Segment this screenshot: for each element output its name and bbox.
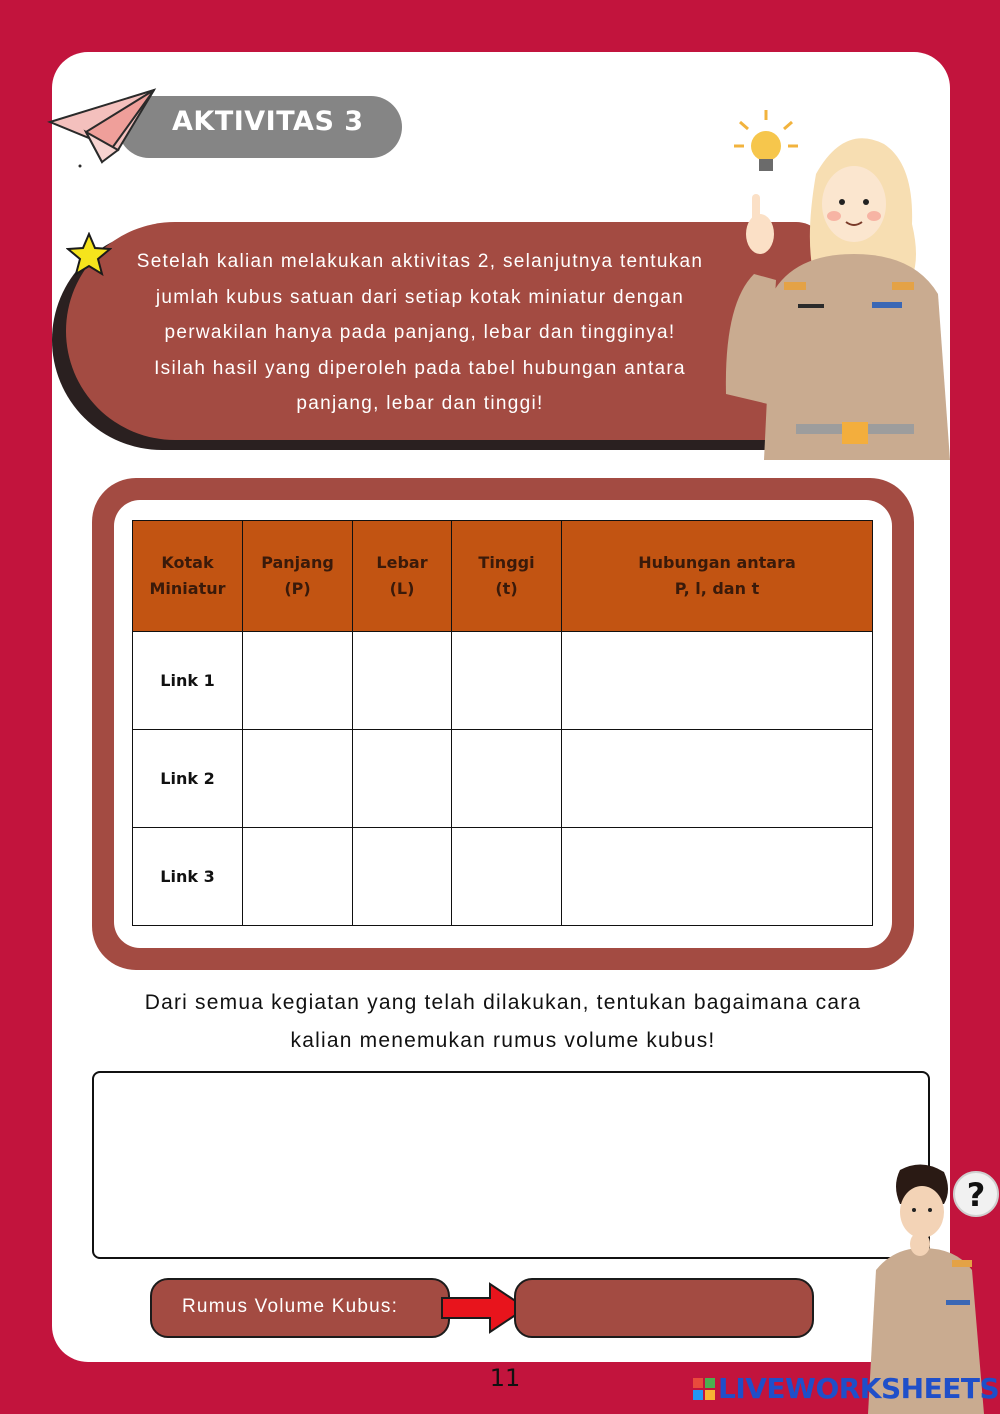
column-header-hubungan bbox=[562, 521, 873, 632]
activity-title: AKTIVITAS 3 bbox=[172, 106, 364, 137]
header-line: (L) bbox=[389, 579, 415, 598]
question-line: Dari semua kegiatan yang telah dilakukan, tentukan bagaimana cara bbox=[144, 991, 862, 1014]
paper-plane-icon bbox=[46, 86, 162, 170]
instruction-line: jumlah kubus satuan dari setiap kotak miniatur dengan bbox=[155, 286, 685, 308]
star-icon bbox=[66, 232, 112, 278]
teacher-illustration bbox=[724, 104, 954, 460]
column-header-lebar bbox=[353, 521, 452, 632]
cell-hubungan-input[interactable] bbox=[562, 632, 873, 730]
cell-lebar-input[interactable] bbox=[353, 730, 452, 828]
instruction-text bbox=[110, 244, 730, 422]
column-header-panjang bbox=[243, 521, 353, 632]
cell-panjang-input[interactable] bbox=[243, 632, 353, 730]
table-row bbox=[133, 730, 873, 828]
question-mark-icon bbox=[954, 1172, 998, 1216]
header-line: (t) bbox=[495, 579, 518, 598]
header-line: Lebar bbox=[376, 553, 428, 572]
header-line: Hubungan antara bbox=[638, 553, 796, 572]
answer-textbox[interactable] bbox=[92, 1071, 930, 1259]
column-header-tinggi bbox=[452, 521, 562, 632]
liveworksheets-brand[interactable]: LIVEWORKSHEETS bbox=[718, 1372, 1000, 1405]
header-line: Tinggi bbox=[478, 553, 535, 572]
table-row bbox=[133, 828, 873, 926]
instruction-line: Setelah kalian melakukan aktivitas 2, selanjutnya tentukan bbox=[136, 251, 704, 272]
instruction-line: perwakilan hanya pada panjang, lebar dan tingginya! bbox=[164, 322, 676, 343]
header-line: Miniatur bbox=[149, 579, 226, 598]
question-text bbox=[92, 984, 914, 1060]
row-link-3-label[interactable]: Link 3 bbox=[133, 828, 243, 926]
cell-hubungan-input[interactable] bbox=[562, 828, 873, 926]
header-line: Panjang bbox=[261, 553, 334, 572]
instruction-line: Isilah hasil yang diperoleh pada tabel hubungan antara bbox=[154, 357, 686, 379]
row-link-2-label[interactable]: Link 2 bbox=[133, 730, 243, 828]
header-line: (P) bbox=[284, 579, 311, 598]
table-header-row bbox=[133, 521, 873, 632]
cell-tinggi-input[interactable] bbox=[452, 632, 562, 730]
question-line: kalian menemukan rumus volume kubus! bbox=[290, 1029, 716, 1052]
cell-lebar-input[interactable] bbox=[353, 828, 452, 926]
table-row bbox=[133, 632, 873, 730]
relationship-table bbox=[132, 520, 873, 926]
cell-tinggi-input[interactable] bbox=[452, 828, 562, 926]
formula-label: Rumus Volume Kubus: bbox=[182, 1296, 399, 1317]
liveworksheets-logo-icon bbox=[693, 1378, 715, 1400]
header-line: Kotak bbox=[161, 553, 214, 572]
cell-lebar-input[interactable] bbox=[353, 632, 452, 730]
page-number: 11 bbox=[489, 1364, 521, 1392]
cell-hubungan-input[interactable] bbox=[562, 730, 873, 828]
lightbulb-icon bbox=[734, 110, 798, 171]
svg-text:?: ? bbox=[966, 1176, 986, 1214]
header-line: P, l, dan t bbox=[674, 579, 760, 598]
cell-panjang-input[interactable] bbox=[243, 828, 353, 926]
formula-answer-input[interactable] bbox=[514, 1278, 814, 1338]
row-link-1-label[interactable]: Link 1 bbox=[133, 632, 243, 730]
cell-tinggi-input[interactable] bbox=[452, 730, 562, 828]
instruction-line: panjang, lebar dan tinggi! bbox=[296, 393, 544, 414]
column-header-kotak bbox=[133, 521, 243, 632]
cell-panjang-input[interactable] bbox=[243, 730, 353, 828]
